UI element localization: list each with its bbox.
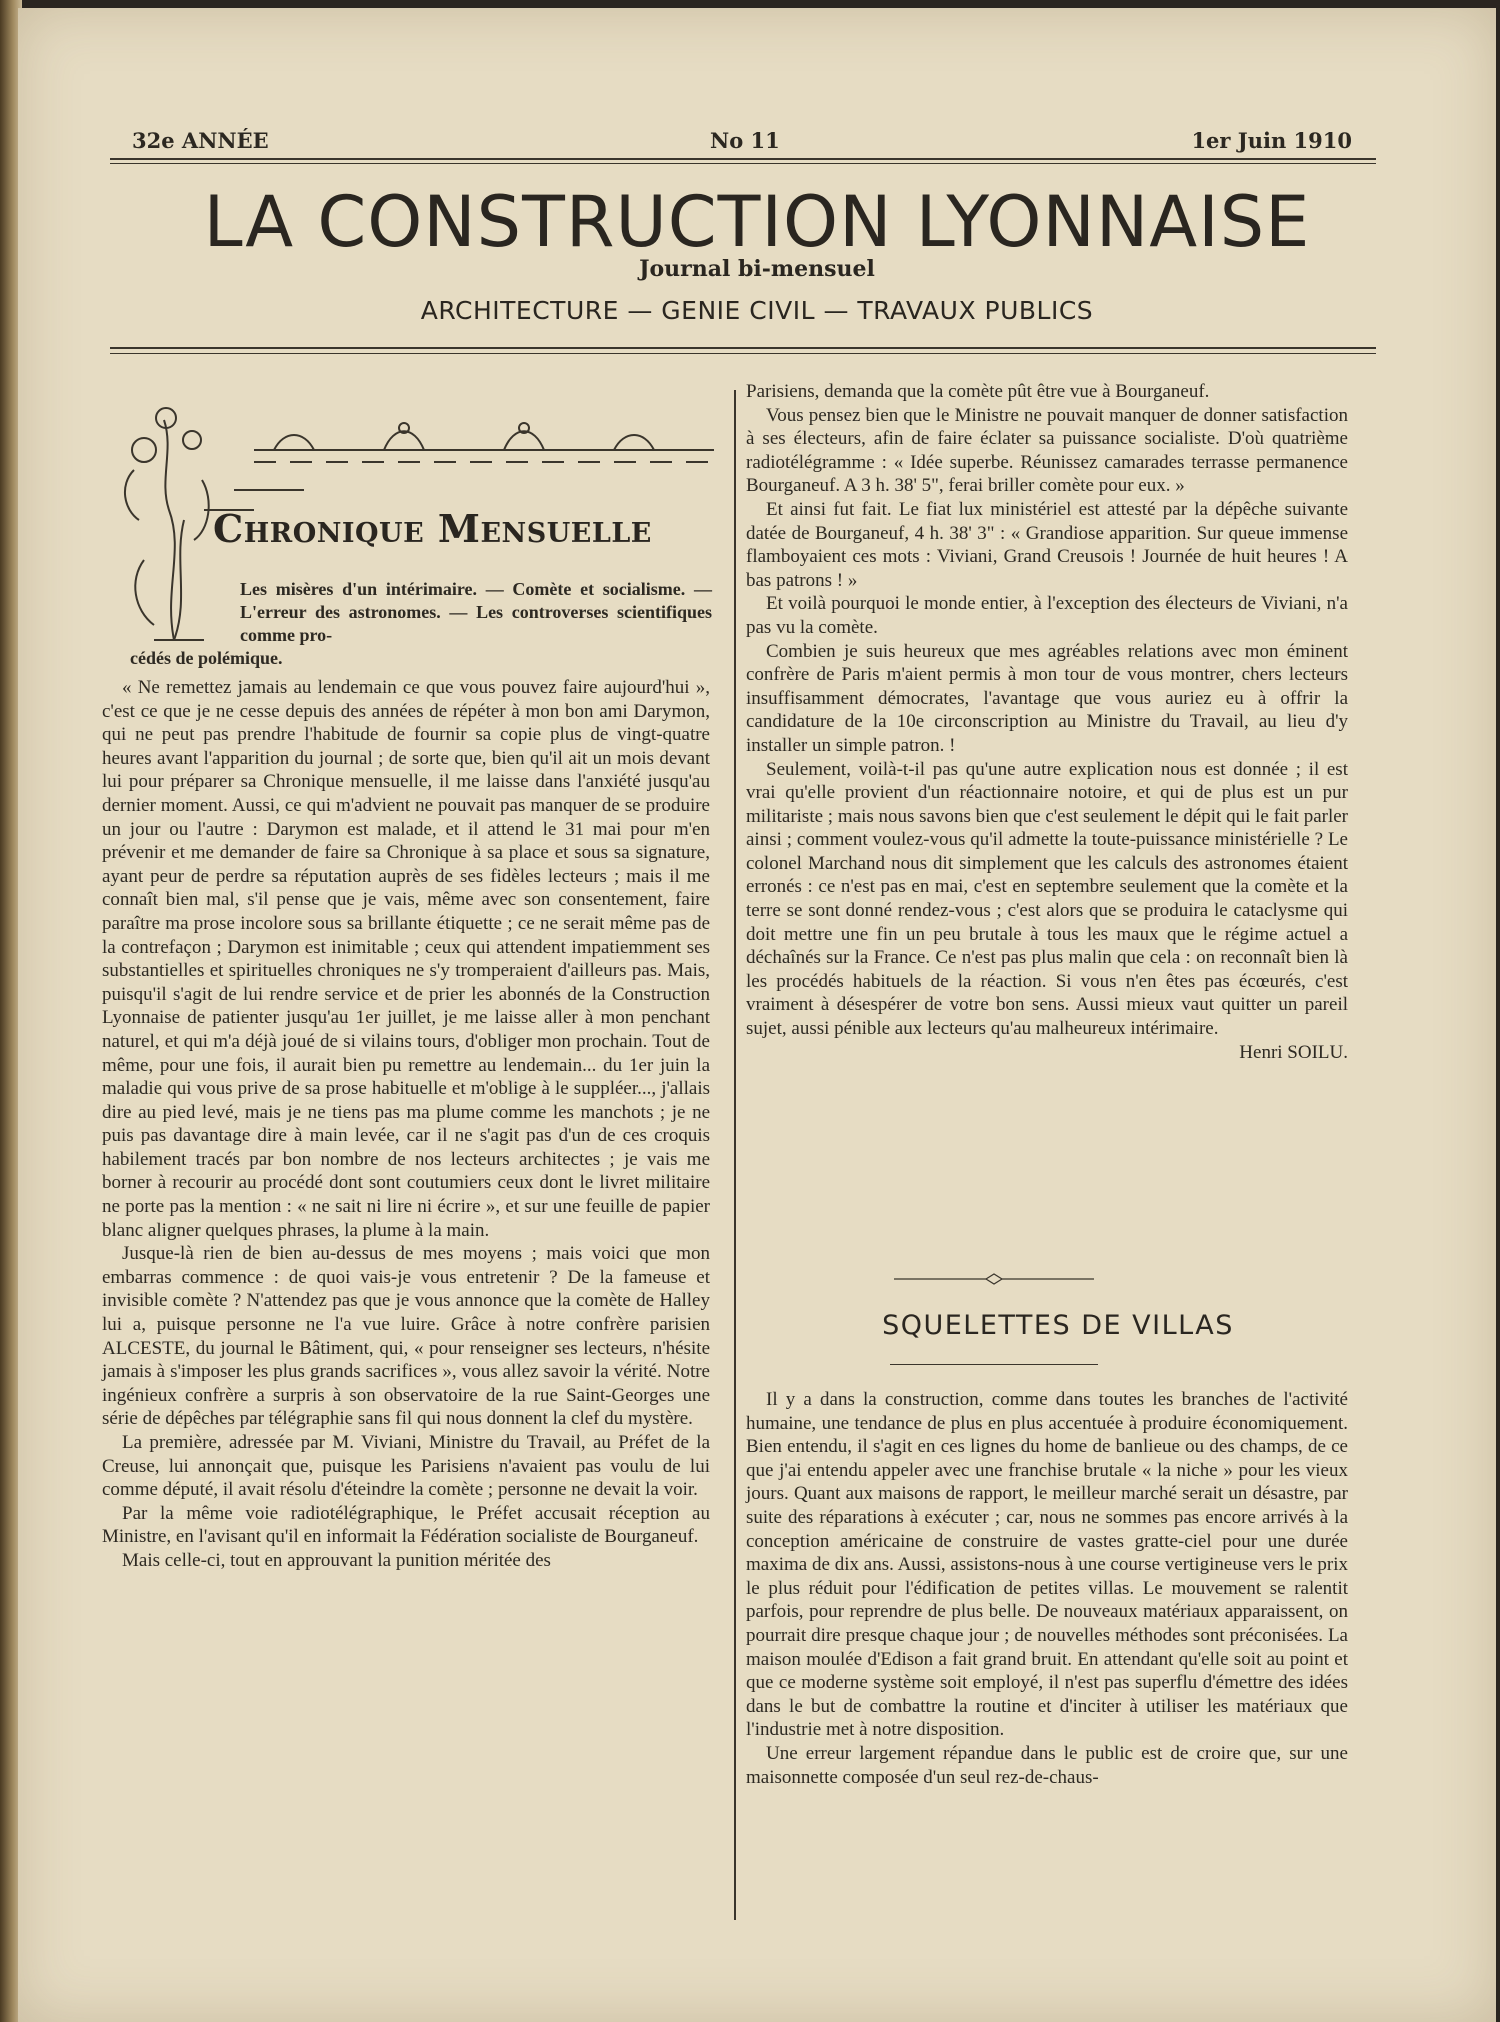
right-paragraph-6: Seulement, voilà-t-il pas qu'une autre explication nous est donnée ; il est vrai qu'elle provient d'un réactionnaire notoire, et qui de plus est un pur militariste ; mais nous savons bien que c'est seulement le dépit qui le fait parler ainsi ; comment voulez-vous qu'il admette la toute-puissance ministérielle ? Le colonel Marchand nous dit simplement que les calculs des astronomes étaient erronés : ce n'est pas en mai, c'est en septembre seulement que la comète et la terre se sont donné rendez-vous ; c'est alors que se produira le cataclysme qui doit mettre une fin un peu brutale à tous les maux que le régime actuel a déchaînés sur la France. Ce n'est pas plus malin que cela : on reconnaît bien là les procédés habituels de la réaction. Si vous n'en êtes pas écœurés, c'est vraiment à désespérer de votre bon sens. Aussi mieux vaut quitter un pareil sujet, aussi pénible aux lecteurs qu'au malheureux intérimaire. bbox=[746, 758, 1348, 1040]
right-column-squelettes bbox=[746, 1388, 1348, 1789]
squelettes-rule bbox=[890, 1364, 1098, 1365]
masthead-rule-bottom bbox=[110, 353, 1376, 354]
left-paragraph-4: Par la même voie radiotélégraphique, le Préfet accusait réception au Ministre, en l'avisant qu'il en informait la Fédération socialiste de Bourganeuf. bbox=[102, 1502, 710, 1548]
left-paragraph-3: La première, adressée par M. Viviani, Ministre du Travail, au Préfet de la Creuse, lui annonçait que, puisque les Parisiens n'avaient pas voulu de lui comme député, il avait résolu d'éteindre la comète ; personne ne devait la voir. bbox=[102, 1432, 710, 1501]
chronique-summary: Les misères d'un intérimaire. — Comète et socialisme. — L'erreur des astronomes. — Les controverses scientifiques comme pro- bbox=[240, 579, 712, 645]
masthead-sections: ARCHITECTURE — GENIE CIVIL — TRAVAUX PUBLICS bbox=[420, 296, 1094, 325]
column-divider bbox=[734, 390, 736, 1920]
masthead-rule-top bbox=[110, 347, 1376, 349]
section-divider-icon bbox=[894, 1272, 1094, 1286]
left-paragraph-5: Mais celle-ci, tout en approuvant la punition méritée des bbox=[122, 1549, 551, 1571]
squelettes-paragraph-1: Il y a dans la construction, comme dans toutes les branches de l'activité humaine, une tendance de plus en plus accentuée à produire économiquement. Bien entendu, il s'agit en ces lignes du home de banlieue ou des champs, de ce que j'ai entendu appeler avec une franchise brutale « la niche » pour les vieux jours. Quant aux maisons de rapport, le meilleur marché serait un désastre, par suite des réparations à exécuter ; car, nous ne sommes pas encore arrivés à la conception américaine de construire de vastes gratte-ciel pour une durée maxima de dix ans. Aussi, assistons-nous à une course vertigineuse vers le prix le plus réduit pour l'édification de petites villas. Le mouvement se ralentit parfois, pour reprendre de plus belle. De nouveaux matériaux apparaissent, on pourrait dire presque chaque jour ; de nouvelles méthodes sont préconisées. La maison moulée d'Edison a fait grand bruit. En attendant qu'elle soit au point et que ce moderne système soit employé, il n'est pas superflu d'émettre des idées dans le but de combattre la routine et d'inciter à utiliser les matériaux que l'industrie met à notre disposition. bbox=[746, 1389, 1348, 1741]
chronique-summary-end: cédés de polémique. bbox=[130, 648, 283, 668]
right-paragraph-3: Et ainsi fut fait. Le fiat lux ministériel est attesté par la dépêche suivante datée de Bourganeuf, 4 h. 38' 3" : « Grandiose apparition. Sur queue immense flamboyaient ces mots : Viviani, Grand Creusois ! Journée de huit heures ! A bas patrons ! » bbox=[746, 498, 1348, 591]
masthead-subtitle: Journal bi-mensuel bbox=[639, 256, 875, 282]
squelettes-paragraph-2: Une erreur largement répandue dans le public est de croire que, sur une maisonnette composée d'un seul rez-de-chaus- bbox=[746, 1742, 1348, 1788]
left-paragraph-2: Jusque-là rien de bien au-dessus de mes moyens ; mais voici que mon embarras commence : de quoi vais-je vous entretenir ? De la fameuse et invisible comète ? N'attendez pas que je vous annonce que la comète de Halley lui a, puisque personne ne l'a vue luire. Grâce à notre confrère parisien ALCESTE, du journal le Bâtiment, qui, « pour renseigner ses lecteurs, n'hésite jamais à s'imposer les plus grands sacrifices », vous allez savoir la vérité. Notre ingénieux confrère a surpris à son observatoire de la rue Saint-Georges une série de dépêches par télégraphie sans fil qui nous donnent la clef du mystère. bbox=[102, 1243, 710, 1430]
right-paragraph-4: Et voilà pourquoi le monde entier, à l'exception des électeurs de Viviani, n'a pas vu la comète. bbox=[746, 593, 1348, 638]
right-paragraph-5: Combien je suis heureux que mes agréables relations avec mon éminent confrère de Paris m'aient permis à mon tour de vous montrer, chers lecteurs insuffisamment démocrates, l'avantage que vous auriez eu à offrir la candidature de la 10e circonscription au Ministre du Travail, au lieu d'y installer un simple patron. ! bbox=[746, 640, 1348, 756]
right-paragraph-1: Parisiens, demanda que la comète pût être vue à Bourganeuf. bbox=[746, 381, 1210, 402]
header-rule-top bbox=[110, 158, 1376, 160]
masthead-title: LA CONSTRUCTION LYONNAISE bbox=[203, 181, 1311, 263]
issue-date: 1er Juin 1910 bbox=[1191, 128, 1352, 153]
issue-header bbox=[112, 124, 1352, 156]
right-paragraph-2: Vous pensez bien que le Ministre ne pouvait manquer de donner satisfaction à ses électeurs, afin de faire éclater sa puissance socialiste. D'où quatrième radiotélégramme : « Idée superbe. Réunissez camarades terrasse permanence Bourganeuf. A 3 h. 38' 5", ferai briller comète pour eux. » bbox=[746, 404, 1348, 497]
issue-number: No 11 bbox=[710, 128, 780, 153]
squelettes-title: SQUELETTES DE VILLAS bbox=[882, 1310, 1234, 1341]
left-column bbox=[102, 676, 710, 1573]
chronique-signature: Henri SOILU. bbox=[1239, 1041, 1348, 1063]
left-paragraph-1: « Ne remettez jamais au lendemain ce que vous pouvez faire aujourd'hui », c'est ce que je ne cesse depuis des années de répéter à mon bon ami Darymon, qui ne peut pas prendre l'habitude de fournir sa copie plus de vingt-quatre heures avant l'apparition du journal ; de sorte que, bien qu'il ait un mois devant lui pour préparer sa Chronique mensuelle, il me laisse dans l'anxiété jusqu'au dernier moment. Aussi, ce qui m'advient ne pouvait pas manquer de se produire un jour ou l'autre : Darymon est malade, et il attend le 31 mai pour m'en prévenir et me demander de faire sa Chronique à sa place et sous sa signature, ayant peur de perdre sa réputation auprès de ses fidèles lecteurs ; mais il me connaît bien mal, s'il pense que je vais, même avec son consentement, faire paraître ma prose incolore sous sa brillante étiquette ; ce ne serait même pas de la contrefaçon ; Darymon est inimitable ; ceux qui attendent impatiemment ses substantielles et spirituelles chroniques ne s'y tromperaient d'ailleurs pas. Mais, puisqu'il s'agit de lui rendre service et de prier les abonnés de la Construction Lyonnaise de patienter jusqu'au 1er juillet, je me laisse aller à mon penchant naturel, et qui m'a déjà joué de si vilains tours, d'obliger mon prochain. Tout de même, pour une fois, il aurait bien pu remettre au lendemain... du 1er juin la maladie qui vous prive de sa prose habituelle et m'oblige à le suppléer..., j'allais dire au pied levé, mais je ne tiens pas ma plume comme les manchots ; je ne puis pas davantage dire à main levée, car il ne s'agit pas d'un de ces croquis habilement tracés par bon nombre de nos lecteurs architectes ; je vais me borner à recourir au procédé dont sont coutumiers ceux dont le livret militaire ne porte pas la mention : « ne sait ni lire ni écrire », et sur une feuille de papier blanc aligner quelques phrases, la plume à la main. bbox=[102, 677, 710, 1241]
right-column-chronique bbox=[746, 380, 1348, 1064]
newspaper-page bbox=[18, 8, 1496, 2022]
issue-year: 32e ANNÉE bbox=[132, 128, 269, 153]
chronique-title: Chronique Mensuelle bbox=[213, 506, 652, 551]
header-rule-bottom bbox=[110, 163, 1376, 164]
